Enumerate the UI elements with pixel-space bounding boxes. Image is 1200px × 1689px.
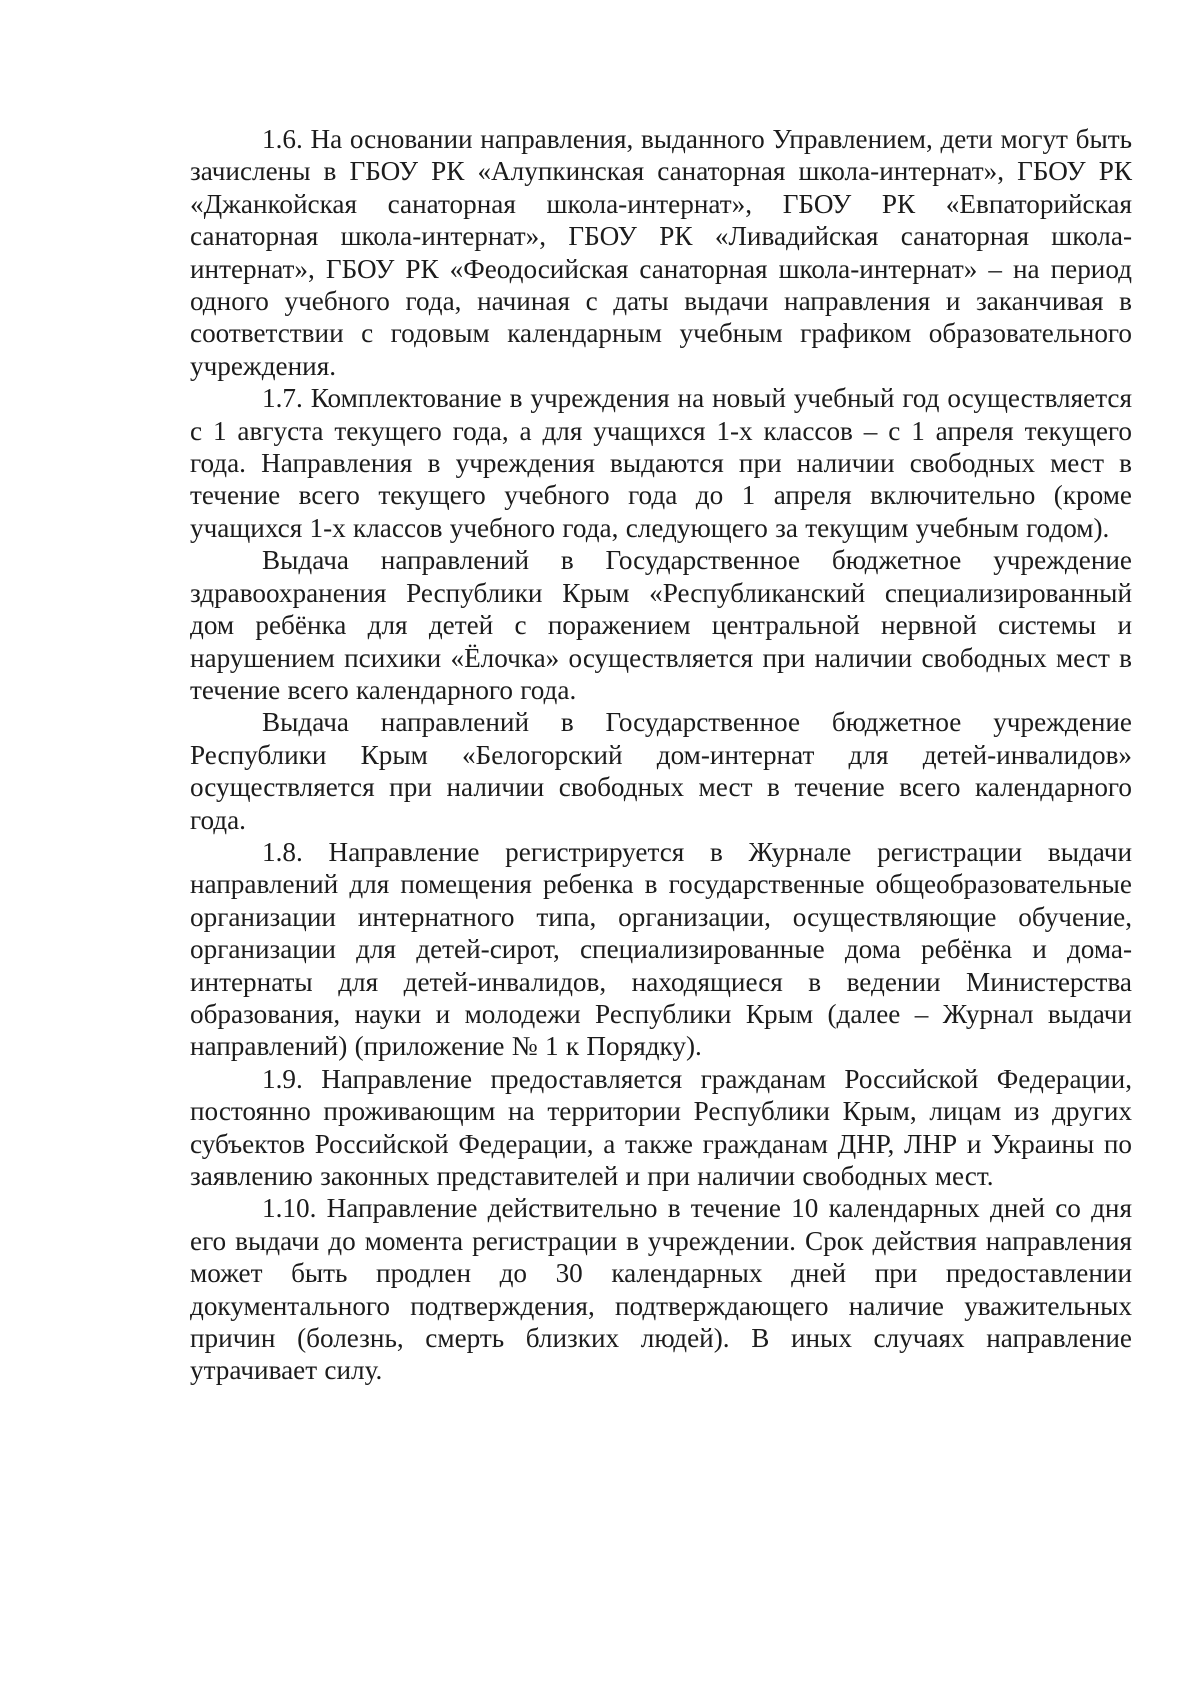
paragraph-1-10: 1.10. Направление действительно в течение 10 календарных дней со дня его выдачи до момента регистрации в учреждении. Срок действия направления может быть продлен до 30 календарных дней при предоставлении документального подтверждения, подтверждающего наличие уважительных причин (болезнь, смерть близких людей). В иных случаях направление утрачивает силу. (190, 1193, 1132, 1386)
document-body (190, 123, 1132, 1387)
paragraph-1-7: 1.7. Комплектование в учреждения на новый учебный год осуществляется с 1 августа текущего года, а для учащихся 1-х классов – с 1 апреля текущего года. Направления в учреждения выдаются при наличии свободных мест в течение всего текущего учебного года до 1 апреля включительно (кроме учащихся 1-х классов учебного года, следующего за текущим учебным годом). (190, 383, 1132, 543)
paragraph-yolochka: Выдача направлений в Государственное бюджетное учреждение здравоохранения Республики Крым «Республиканский специализированный дом ребёнка для детей с поражением центральной нервной системы и нарушением психики «Ёлочка» осуществляется при наличии свободных мест в течение всего календарного года. (190, 545, 1132, 705)
paragraph-1-8: 1.8. Направление регистрируется в Журнале регистрации выдачи направлений для помещения ребенка в государственные общеобразовательные организации интернатного типа, организации, осуществляющие обучение, организации для детей-сирот, специализированные дома ребёнка и дома-интернаты для детей-инвалидов, находящиеся в ведении Министерства образования, науки и молодежи Республики Крым (далее – Журнал выдачи направлений) (приложение № 1 к Порядку). (190, 836, 1132, 1062)
paragraph-belogorsk: Выдача направлений в Государственное бюджетное учреждение Республики Крым «Белогорский дом-интернат для детей-инвалидов» осуществляется при наличии свободных мест в течение всего календарного года. (190, 707, 1132, 835)
paragraph-1-9: 1.9. Направление предоставляется гражданам Российской Федерации, постоянно проживающим на территории Республики Крым, лицам из других субъектов Российской Федерации, а также гражданам ДНР, ЛНР и Украины по заявлению законных представителей и при наличии свободных мест. (190, 1063, 1132, 1191)
paragraph-1-6: 1.6. На основании направления, выданного Управлением, дети могут быть зачислены в ГБОУ РК «Алупкинская санаторная школа-интернат», ГБОУ РК «Джанкойская санаторная школа-интернат», ГБОУ РК «Евпаторийская санаторная школа-интернат», ГБОУ РК «Ливадийская санаторная школа-интернат», ГБОУ РК «Феодосийская санаторная школа-интернат» – на период одного учебного года, начиная с даты выдачи направления и заканчивая в соответствии с годовым календарным учебным графиком образовательного учреждения. (190, 124, 1132, 381)
